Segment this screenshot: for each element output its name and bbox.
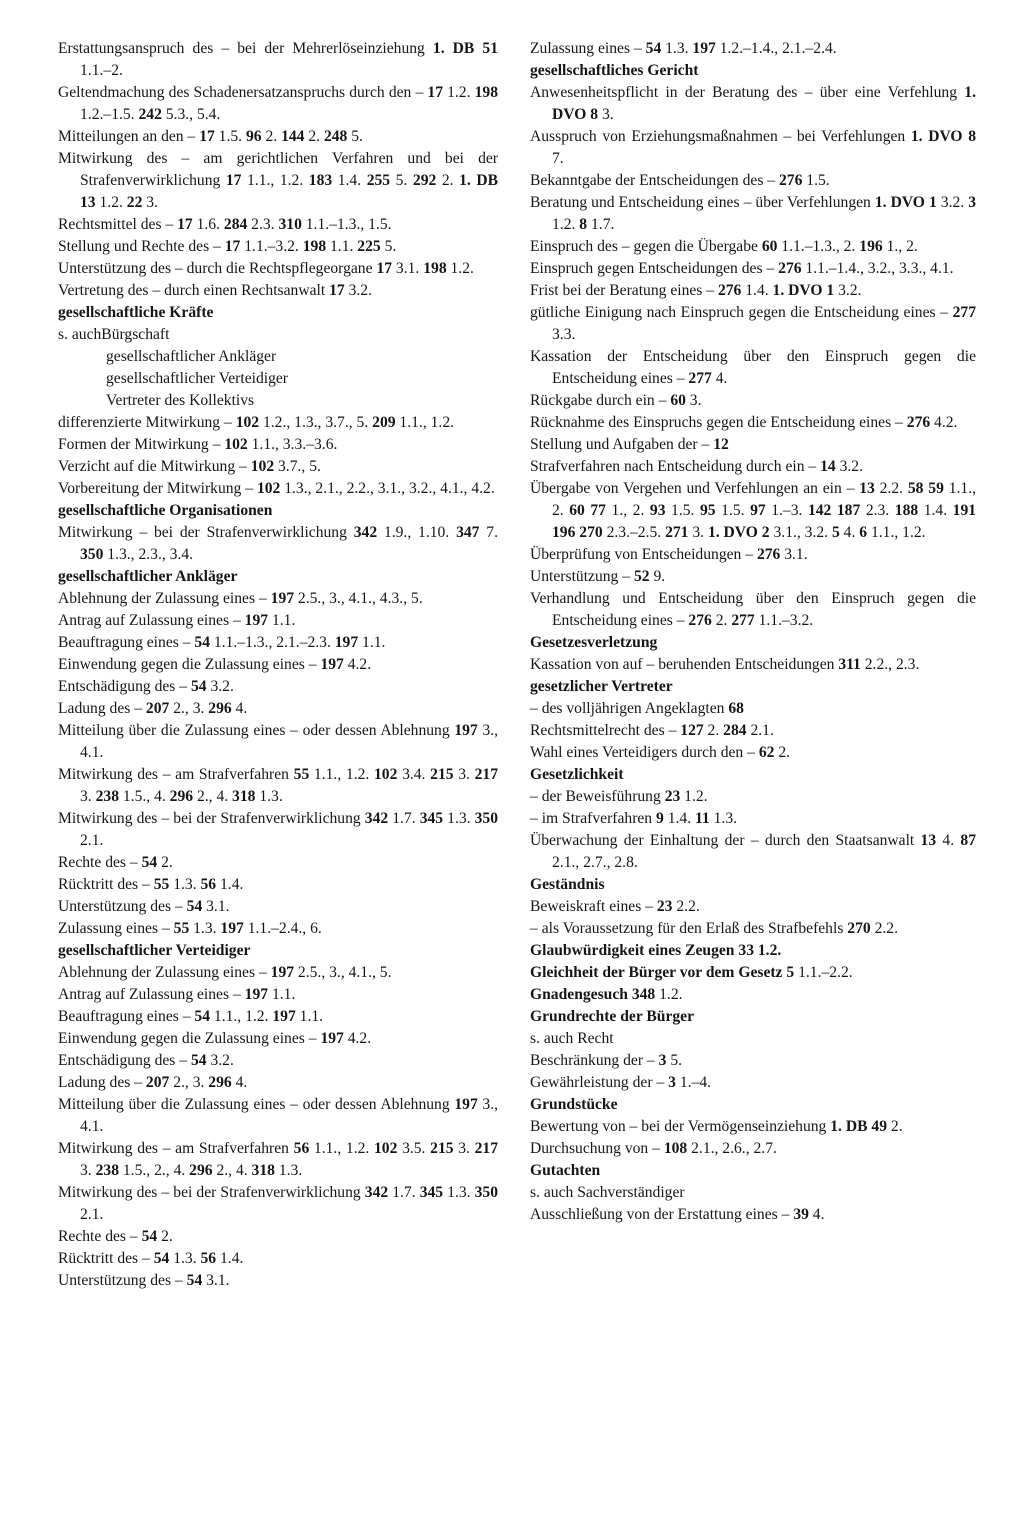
index-entry: Rückgabe durch ein – 60 3. <box>530 392 702 409</box>
index-entry: Wahl eines Verteidigers durch den – 62 2. <box>530 744 791 761</box>
index-heading: Glaubwürdigkeit eines Zeugen 33 1.2. <box>530 942 782 959</box>
index-entry: Ablehnung der Zulassung eines – 197 2.5., 3., 4.1., 4.3., 5. <box>58 590 423 607</box>
index-entry: Bewertung von – bei der Vermögenseinziehung 1. DB 49 2. <box>530 1118 903 1135</box>
index-entry: Beschränkung der – 3 5. <box>530 1052 683 1069</box>
index-entry: – im Strafverfahren 9 1.4. 11 1.3. <box>530 810 738 827</box>
index-entry: Rechte des – 54 2. <box>58 1228 173 1245</box>
index-entry: s. auchBürgschaft <box>58 326 170 343</box>
index-entry: Geltendmachung des Schadenersatzanspruchs durch den – 17 1.2. 198 1.2.–1.5. 242 5.3., 5.4. <box>58 84 499 123</box>
index-entry: Mitwirkung des – bei der Strafenverwirklichung 342 1.7. 345 1.3. 350 2.1. <box>58 810 498 849</box>
index-entry: s. auch Recht <box>530 1030 614 1047</box>
index-heading: gesellschaftlicher Ankläger <box>58 568 238 585</box>
index-heading: Grundrechte der Bürger <box>530 1008 695 1025</box>
index-entry: Überwachung der Einhaltung der – durch den Staatsanwalt 13 4. 87 2.1., 2.7., 2.8. <box>530 832 976 871</box>
index-entry: Rücknahme des Einspruchs gegen die Entscheidung eines – 276 4.2. <box>530 414 958 431</box>
index-entry: Mitteilung über die Zulassung eines – oder dessen Ablehnung 197 3., 4.1. <box>58 722 499 761</box>
index-column-left <box>58 38 498 1292</box>
index-entry: Überprüfung von Entscheidungen – 276 3.1. <box>530 546 808 563</box>
index-entry: Mitteilungen an den – 17 1.5. 96 2. 144 2. 248 5. <box>58 128 363 145</box>
index-entry: Beweiskraft eines – 23 2.2. <box>530 898 700 915</box>
index-entry: Zulassung eines – 54 1.3. 197 1.2.–1.4., 2.1.–2.4. <box>530 40 837 57</box>
index-entry: Einwendung gegen die Zulassung eines – 197 4.2. <box>58 1030 372 1047</box>
index-entry: Vertretung des – durch einen Rechtsanwalt 17 3.2. <box>58 282 372 299</box>
index-entry: Entschädigung des – 54 3.2. <box>58 1052 234 1069</box>
index-entry: Frist bei der Beratung eines – 276 1.4. 1. DVO 1 3.2. <box>530 282 862 299</box>
index-heading: gesellschaftlicher Verteidiger <box>58 942 251 959</box>
index-entry: Ladung des – 207 2., 3. 296 4. <box>58 1074 248 1091</box>
index-entry: Unterstützung des – 54 3.1. <box>58 898 230 915</box>
index-entry: Einspruch des – gegen die Übergabe 60 1.1.–1.3., 2. 196 1., 2. <box>530 238 918 255</box>
index-entry: Einwendung gegen die Zulassung eines – 197 4.2. <box>58 656 372 673</box>
index-entry: Beauftragung eines – 54 1.1.–1.3., 2.1.–2.3. 197 1.1. <box>58 634 386 651</box>
index-entry: Rücktritt des – 55 1.3. 56 1.4. <box>58 876 244 893</box>
index-entry: Gewährleistung der – 3 1.–4. <box>530 1074 712 1091</box>
index-entry: Vorbereitung der Mitwirkung – 102 1.3., 2.1., 2.2., 3.1., 3.2., 4.1., 4.2. <box>58 480 495 497</box>
index-entry: Anwesenheitspflicht in der Beratung des – über eine Verfehlung 1. DVO 8 3. <box>530 84 976 123</box>
index-entry: Zulassung eines – 55 1.3. 197 1.1.–2.4., 6. <box>58 920 322 937</box>
index-entry: Rechtsmittelrecht des – 127 2. 284 2.1. <box>530 722 774 739</box>
index-column-right <box>530 38 976 1226</box>
index-entry: Erstattungsanspruch des – bei der Mehrerlöseinziehung 1. DB 51 1.1.–2. <box>58 40 498 79</box>
index-entry: Verzicht auf die Mitwirkung – 102 3.7., 5. <box>58 458 321 475</box>
index-heading: gesetzlicher Vertreter <box>530 678 673 695</box>
index-entry: Einspruch gegen Entscheidungen des – 276 1.1.–1.4., 3.2., 3.3., 4.1. <box>530 260 954 277</box>
index-entry: Durchsuchung von – 108 2.1., 2.6., 2.7. <box>530 1140 777 1157</box>
index-entry: Verhandlung und Entscheidung über den Einspruch gegen die Entscheidung eines – 276 2. 277 1.1.–3.2. <box>530 590 976 629</box>
index-entry: Mitwirkung – bei der Strafenverwirklichung 342 1.9., 1.10. 347 7. 350 1.3., 2.3., 3.4. <box>58 524 498 563</box>
index-entry: Unterstützung des – durch die Rechtspflegeorgane 17 3.1. 198 1.2. <box>58 260 474 277</box>
index-entry: Antrag auf Zulassung eines – 197 1.1. <box>58 612 296 629</box>
index-entry: Ausspruch von Erziehungsmaßnahmen – bei Verfehlungen 1. DVO 8 7. <box>530 128 976 167</box>
index-entry: Ablehnung der Zulassung eines – 197 2.5., 3., 4.1., 5. <box>58 964 392 981</box>
index-heading: Geständnis <box>530 876 605 893</box>
index-entry: Übergabe von Vergehen und Verfehlungen an ein – 13 2.2. 58 59 1.1., 2. 60 77 1., 2. 93 1.5. 95 1.5. 97 1.–3. 142 187 2.3. 188 1.4. 191 196 270 2.3.–2.5. 271 3. 1. DVO 2 3.1., 3.2. 5 4. 6 1.1., 1.2. <box>530 480 977 541</box>
index-heading: Gesetzlichkeit <box>530 766 624 783</box>
index-entry: – des volljährigen Angeklagten 68 <box>530 700 744 717</box>
index-entry: Beratung und Entscheidung eines – über Verfehlungen 1. DVO 1 3.2. 3 1.2. 8 1.7. <box>530 194 977 233</box>
index-heading: Grundstücke <box>530 1096 618 1113</box>
index-entry: Stellung und Aufgaben der – 12 <box>530 436 729 453</box>
index-entry: Mitwirkung des – am gerichtlichen Verfahren und bei der Strafenverwirklichung 17 1.1., 1.2. 183 1.4. 255 5. 292 2. 1. DB 13 1.2. 22 3. <box>58 150 499 211</box>
index-entry: Vertreter des Kollektivs <box>106 392 255 409</box>
index-entry: Kassation von auf – beruhenden Entscheidungen 311 2.2., 2.3. <box>530 656 920 673</box>
index-entry: Formen der Mitwirkung – 102 1.1., 3.3.–3.6. <box>58 436 338 453</box>
index-entry: gesellschaftlicher Ankläger <box>106 348 277 365</box>
index-entry: gesellschaftlicher Verteidiger <box>106 370 288 387</box>
index-heading: gesellschaftliche Kräfte <box>58 304 214 321</box>
index-entry: gütliche Einigung nach Einspruch gegen die Entscheidung eines – 277 3.3. <box>530 304 976 343</box>
index-entry: Unterstützung – 52 9. <box>530 568 666 585</box>
index-heading: Gesetzesverletzung <box>530 634 658 651</box>
index-entry: Mitwirkung des – am Strafverfahren 55 1.1., 1.2. 102 3.4. 215 3. 217 3. 238 1.5., 4. 296 2., 4. 318 1.3. <box>58 766 499 805</box>
index-entry: Antrag auf Zulassung eines – 197 1.1. <box>58 986 296 1003</box>
index-entry: Kassation der Entscheidung über den Einspruch gegen die Entscheidung eines – 277 4. <box>530 348 976 387</box>
index-heading: Gleichheit der Bürger vor dem Gesetz 5 1.1.–2.2. <box>530 964 853 981</box>
index-entry: Rechte des – 54 2. <box>58 854 173 871</box>
index-entry: Rücktritt des – 54 1.3. 56 1.4. <box>58 1250 244 1267</box>
index-heading: Gutachten <box>530 1162 601 1179</box>
index-entry: Rechtsmittel des – 17 1.6. 284 2.3. 310 1.1.–1.3., 1.5. <box>58 216 392 233</box>
index-entry: differenzierte Mitwirkung – 102 1.2., 1.3., 3.7., 5. 209 1.1., 1.2. <box>58 414 455 431</box>
index-entry: Bekanntgabe der Entscheidungen des – 276 1.5. <box>530 172 830 189</box>
index-entry: Stellung und Rechte des – 17 1.1.–3.2. 198 1.1. 225 5. <box>58 238 397 255</box>
index-entry: – als Voraussetzung für den Erlaß des Strafbefehls 270 2.2. <box>530 920 898 937</box>
index-entry: Unterstützung des – 54 3.1. <box>58 1272 230 1289</box>
index-heading: Gnadengesuch 348 1.2. <box>530 986 683 1003</box>
index-entry: s. auch Sachverständiger <box>530 1184 685 1201</box>
index-entry: Mitteilung über die Zulassung eines – oder dessen Ablehnung 197 3., 4.1. <box>58 1096 499 1135</box>
index-entry: Mitwirkung des – bei der Strafenverwirklichung 342 1.7. 345 1.3. 350 2.1. <box>58 1184 498 1223</box>
index-entry: Beauftragung eines – 54 1.1., 1.2. 197 1.1. <box>58 1008 324 1025</box>
index-entry: – der Beweisführung 23 1.2. <box>530 788 708 805</box>
index-heading: gesellschaftliche Organisationen <box>58 502 273 519</box>
index-entry: Ausschließung von der Erstattung eines – 39 4. <box>530 1206 825 1223</box>
index-entry: Mitwirkung des – am Strafverfahren 56 1.1., 1.2. 102 3.5. 215 3. 217 3. 238 1.5., 2., 4. 296 2., 4. 318 1.3. <box>58 1140 499 1179</box>
index-entry: Ladung des – 207 2., 3. 296 4. <box>58 700 248 717</box>
index-entry: Strafverfahren nach Entscheidung durch ein – 14 3.2. <box>530 458 863 475</box>
index-entry: Entschädigung des – 54 3.2. <box>58 678 234 695</box>
index-heading: gesellschaftliches Gericht <box>530 62 699 79</box>
